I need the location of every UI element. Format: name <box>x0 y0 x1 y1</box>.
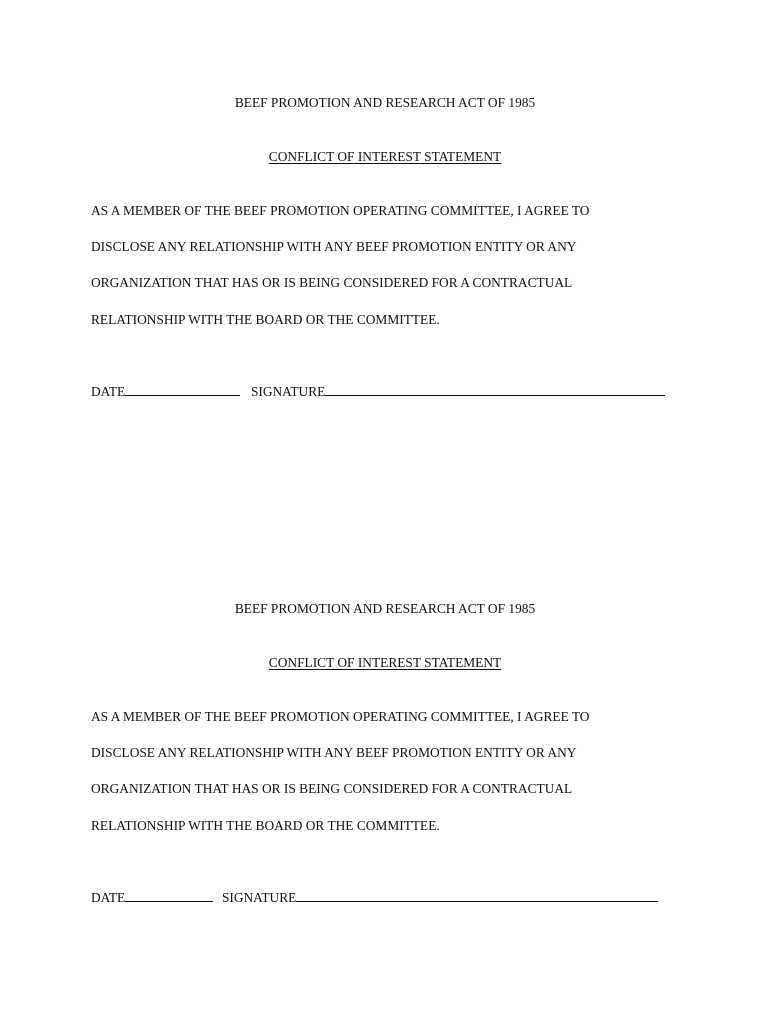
statement-heading: CONFLICT OF INTEREST STATEMENT <box>268 655 502 670</box>
signature-label: SIGNATURE <box>250 384 326 399</box>
signature-label: SIGNATURE <box>221 890 297 905</box>
statement-line-4: RELATIONSHIP WITH THE BOARD OR THE COMMITTEE. <box>91 818 440 833</box>
date-label: DATE <box>91 890 126 905</box>
statement-line-1: AS A MEMBER OF THE BEEF PROMOTION OPERATING COMMITTEE, I AGREE TO <box>91 203 590 218</box>
statement-line-2: DISCLOSE ANY RELATIONSHIP WITH ANY BEEF PROMOTION ENTITY OR ANY <box>91 239 577 254</box>
date-label: DATE <box>91 384 126 399</box>
signature-field[interactable] <box>325 383 665 396</box>
statement-heading: CONFLICT OF INTEREST STATEMENT <box>268 149 502 164</box>
act-title: BEEF PROMOTION AND RESEARCH ACT OF 1985 <box>234 601 536 616</box>
date-field[interactable] <box>125 889 213 902</box>
statement-line-2: DISCLOSE ANY RELATIONSHIP WITH ANY BEEF PROMOTION ENTITY OR ANY <box>91 745 577 760</box>
signature-row <box>91 889 658 906</box>
date-field[interactable] <box>125 383 240 396</box>
act-title: BEEF PROMOTION AND RESEARCH ACT OF 1985 <box>234 95 536 110</box>
signature-field[interactable] <box>296 889 658 902</box>
signature-row <box>91 383 665 400</box>
statement-line-4: RELATIONSHIP WITH THE BOARD OR THE COMMITTEE. <box>91 312 440 327</box>
statement-line-3: ORGANIZATION THAT HAS OR IS BEING CONSIDERED FOR A CONTRACTUAL <box>91 781 573 796</box>
statement-line-1: AS A MEMBER OF THE BEEF PROMOTION OPERATING COMMITTEE, I AGREE TO <box>91 709 590 724</box>
statement-line-3: ORGANIZATION THAT HAS OR IS BEING CONSIDERED FOR A CONTRACTUAL <box>91 275 573 290</box>
